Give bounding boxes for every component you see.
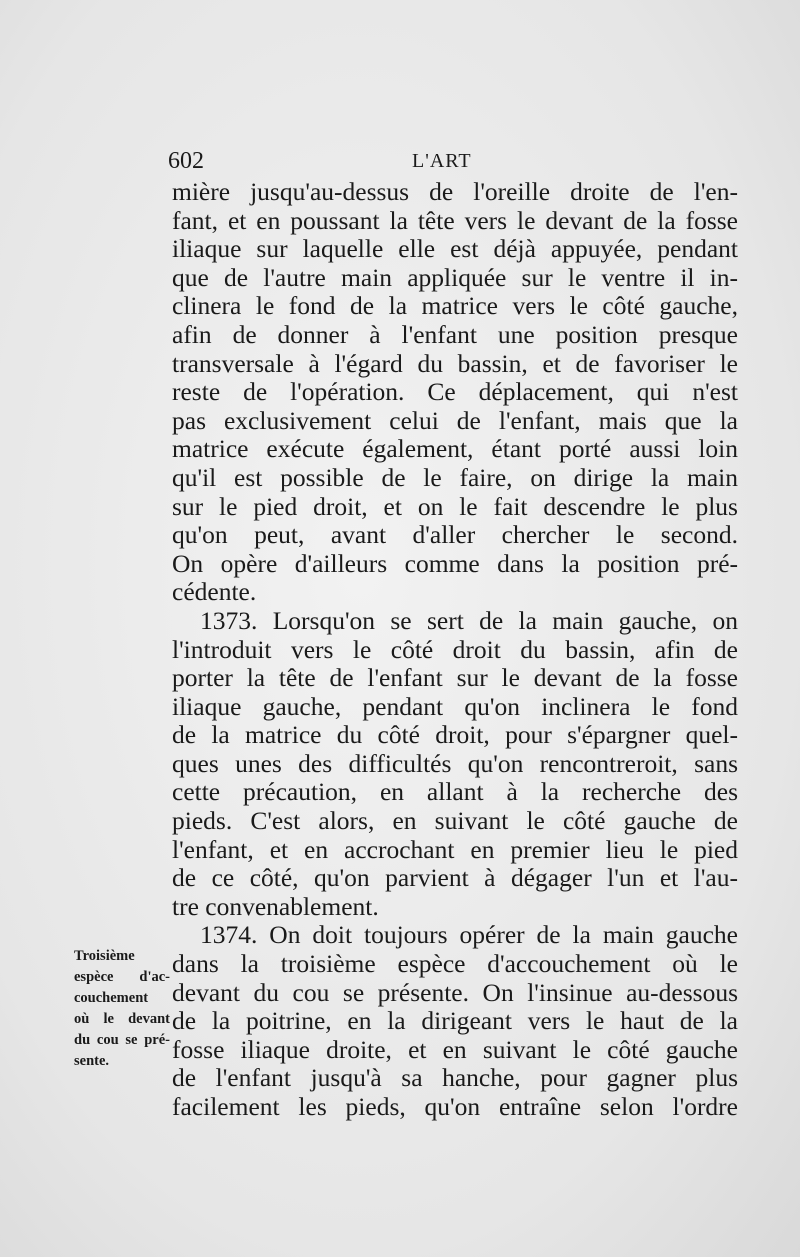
text-line: l'introduit vers le côté droit du bassin, afin de	[172, 634, 738, 664]
text-line: pieds. C'est alors, en suivant le côté gauche de	[172, 806, 738, 836]
text-line: l'enfant, et en accrochant en premier lieu le pied	[172, 834, 738, 864]
text-line: cédente.	[172, 577, 257, 607]
text-line: cette précaution, en allant à la recherche des	[172, 777, 738, 807]
text-line: dans la troisième espèce d'accouchement où le	[172, 949, 738, 979]
text-line: fosse iliaque droite, et en suivant le côté gauche	[172, 1034, 738, 1064]
text-line: porter la tête de l'enfant sur le devant de la fosse	[172, 663, 738, 693]
text-line: sur le pied droit, et on le fait descendre le plus	[172, 491, 738, 521]
margin-note-line: du cou se pré-	[74, 1032, 170, 1048]
margin-note-line: où le devant	[74, 1011, 170, 1027]
page-number: 602	[168, 148, 204, 174]
margin-note-line: Troisième	[74, 948, 135, 964]
margin-note-line: sente.	[74, 1053, 110, 1069]
text-line: matrice exécute également, étant porté aussi loin	[172, 434, 738, 464]
text-line: transversale à l'égard du bassin, et de favoriser le	[172, 348, 738, 378]
text-line: On opère d'ailleurs comme dans la position pré-	[172, 548, 738, 578]
text-line: iliaque sur laquelle elle est déjà appuyée, pendant	[172, 234, 738, 264]
text-line: ques unes des difficultés qu'on rencontreroit, sans	[172, 748, 738, 778]
margin-note-line: espèce d'ac-	[74, 969, 170, 985]
text-line: fant, et en poussant la tête vers le devant de la fosse	[172, 205, 738, 235]
text-line: iliaque gauche, pendant qu'on inclinera le fond	[172, 691, 738, 721]
text-line: afin de donner à l'enfant une position presque	[172, 319, 738, 349]
text-line: tre convenablement.	[172, 891, 379, 921]
text-line: clinera le fond de la matrice vers le côté gauche,	[172, 291, 738, 321]
text-line: de la matrice du côté droit, pour s'épargner quel-	[172, 720, 738, 750]
text-line: reste de l'opération. Ce déplacement, qui n'est	[172, 377, 738, 407]
text-line: que de l'autre main appliquée sur le ventre il in-	[172, 262, 738, 292]
text-line: facilement les pieds, qu'on entraîne selon l'ordre	[172, 1092, 738, 1121]
text-line: 1373. Lorsqu'on se sert de la main gauche, on	[200, 605, 738, 635]
text-line: qu'il est possible de le faire, on dirige la main	[172, 462, 738, 492]
running-title: L'ART	[412, 150, 472, 172]
text-line: de la poitrine, en la dirigeant vers le haut de la	[172, 1006, 738, 1036]
text-line: pas exclusivement celui de l'enfant, mais que la	[172, 405, 738, 435]
text-line: 1374. On doit toujours opérer de la main gauche	[200, 920, 738, 950]
text-line: de ce côté, qu'on parvient à dégager l'un et l'au-	[172, 863, 738, 893]
text-line: qu'on peut, avant d'aller chercher le second.	[172, 520, 738, 550]
text-line: mière jusqu'au-dessus de l'oreille droite de l'en-	[172, 177, 738, 206]
margin-note	[74, 946, 170, 1072]
margin-note-line: couchement	[74, 990, 149, 1006]
text-line: de l'enfant jusqu'à sa hanche, pour gagner plus	[172, 1063, 738, 1093]
text-line: devant du cou se présente. On l'insinue au-dessous	[172, 977, 738, 1007]
body-text	[172, 178, 738, 1122]
